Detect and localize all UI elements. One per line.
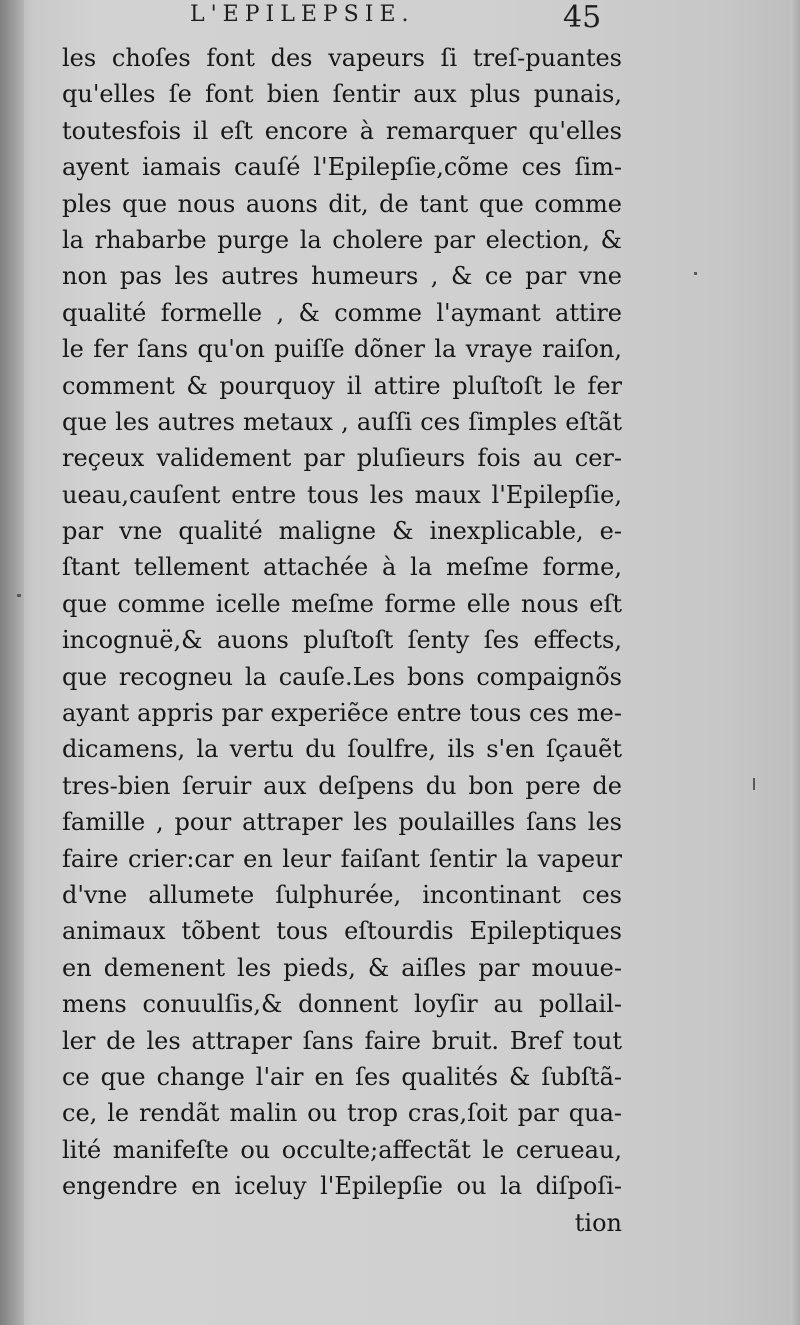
text-line: ueau,cauſent entre tous les maux l'Epilepſie, <box>62 480 622 509</box>
text-line: animaux tõbent tous eſtourdis Epileptiques <box>62 917 622 946</box>
text-line: par vne qualité maligne & inexplicable, e- <box>62 517 622 546</box>
text-line: ples que nous auons dit, de tant que comme <box>62 189 622 218</box>
text-line: faire crier:car en leur faiſant ſentir la vapeur <box>62 844 622 873</box>
text-line: en demenent les pieds, & aiſles par mouue- <box>62 953 622 982</box>
text-line: toutesfois il eſt encore à remarquer qu'elles <box>62 116 622 145</box>
body-text <box>62 40 622 1241</box>
text-line: ayant appris par experiẽce entre tous ces me- <box>62 699 622 728</box>
text-line: le fer ſans qu'on puiſſe dõner la vraye raiſon, <box>62 335 622 364</box>
text-line: que les autres metaux , auſſi ces ſimples eſtãt <box>62 407 622 436</box>
text-line: ce, le rendãt malin ou trop cras,ſoit par qua- <box>62 1099 622 1128</box>
text-line: ce que change l'air en ſes qualités & ſubſtã- <box>62 1062 622 1091</box>
text-line: engendre en iceluy l'Epilepſie ou la diſpoſi- <box>62 1172 622 1201</box>
text-line: ſtant tellement attachée à la meſme forme, <box>62 553 622 582</box>
text-line: la rhabarbe purge la cholere par election, & <box>62 225 622 254</box>
ink-speck <box>694 272 697 275</box>
text-line: lité manifeſte ou occulte;affectãt le cerueau, <box>62 1135 622 1164</box>
text-line: mens conuulſis,& donnent loyſir au pollail- <box>62 990 622 1019</box>
text-line: incognuë,& auons pluſtoſt ſenty ſes effects, <box>62 626 622 655</box>
text-line: dicamens, la vertu du ſoulfre, ils s'en ſçauẽt <box>62 735 622 764</box>
text-line: comment & pourquoy il attire pluſtoſt le fer <box>62 371 622 400</box>
text-line: que comme icelle meſme forme elle nous eſt <box>62 589 622 618</box>
text-line: reçeux validement par pluſieurs fois au cer- <box>62 444 622 473</box>
page-edge <box>790 0 800 1325</box>
ink-speck <box>753 778 755 790</box>
text-line: qu'elles ſe font bien ſentir aux plus punais, <box>62 80 622 109</box>
text-line: qualité formelle , & comme l'aymant attire <box>62 298 622 327</box>
text-line: non pas les autres humeurs , & ce par vne <box>62 262 622 291</box>
text-line: tres-bien ſeruir aux deſpens du bon pere de <box>62 771 622 800</box>
text-line: d'vne allumete ſulphurée, incontinant ces <box>62 880 622 909</box>
ink-speck <box>17 594 21 597</box>
text-line: ayent iamais cauſé l'Epilepſie,cõme ces ſim- <box>62 153 622 182</box>
catchword: tion <box>574 1208 622 1237</box>
text-line: que recogneu la cauſe.Les bons compaignõs <box>62 662 622 691</box>
text-line: famille , pour attraper les poulailles ſans les <box>62 808 622 837</box>
text-line: les choſes font des vapeurs ſi treſ-puantes <box>62 44 622 72</box>
text-line: ler de les attraper ſans faire bruit. Bref tout <box>62 1026 622 1055</box>
running-head: L'EPILEPSIE. <box>190 2 415 27</box>
page-number: 45 <box>563 0 602 35</box>
page-gutter-shadow <box>0 0 24 1325</box>
